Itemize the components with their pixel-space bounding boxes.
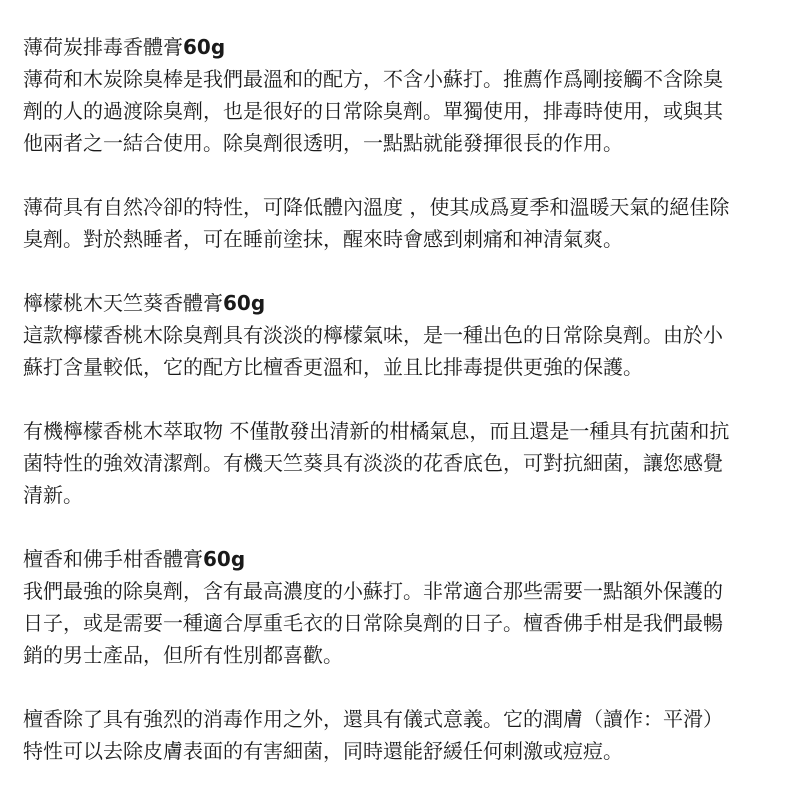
text-line: 這款檸檬香桃木除臭劑具有淡淡的檸檬氣味，是一種出色的日常除臭劑。由於小 <box>23 323 723 347</box>
product-paragraph <box>23 703 776 767</box>
product-paragraph <box>23 191 776 255</box>
text-line: 菌特性的強效清潔劑。有機天竺葵具有淡淡的花香底色，可對抗細菌，讓您感覺 <box>23 451 723 475</box>
product-section-sandalwood-bergamot <box>23 543 776 767</box>
product-title-weight: 60g <box>223 291 266 315</box>
text-line: 蘇打含量較低，它的配方比檀香更溫和，並且比排毒提供更強的保護。 <box>23 355 643 379</box>
text-line: 臭劑。對於熱睡者，可在睡前塗抹，醒來時會感到刺痛和神清氣爽。 <box>23 227 623 251</box>
product-title-weight: 60g <box>203 547 246 571</box>
product-title <box>23 31 776 63</box>
product-title-name: 薄荷炭排毒香體膏 <box>23 35 183 59</box>
product-paragraph <box>23 319 776 383</box>
text-line: 日子，或是需要一種適合厚重毛衣的日常除臭劑的日子。檀香佛手柑是我們最暢 <box>23 611 723 635</box>
product-paragraph <box>23 63 776 159</box>
product-title-name: 檸檬桃木天竺葵香體膏 <box>23 291 223 315</box>
text-line: 劑的人的過渡除臭劑，也是很好的日常除臭劑。單獨使用，排毒時使用，或與其 <box>23 99 723 123</box>
text-line: 清新。 <box>23 483 83 507</box>
text-line: 我們最強的除臭劑，含有最高濃度的小蘇打。非常適合那些需要一點額外保護的 <box>23 579 723 603</box>
text-line: 銷的男士產品，但所有性別都喜歡。 <box>23 643 343 667</box>
product-title <box>23 543 776 575</box>
product-paragraph <box>23 415 776 511</box>
text-line: 薄荷具有自然冷卻的特性，可降低體內溫度 ，使其成爲夏季和溫暖天氣的絕佳除 <box>23 195 730 219</box>
text-line: 特性可以去除皮膚表面的有害細菌，同時還能舒緩任何刺激或痘痘。 <box>23 739 623 763</box>
text-line: 檀香除了具有強烈的消毒作用之外，還具有儀式意義。它的潤膚（讀作：平滑） <box>23 707 723 731</box>
text-line: 他兩者之一結合使用。除臭劑很透明，一點點就能發揮很長的作用。 <box>23 131 623 155</box>
product-section-lemon-myrtle-geranium <box>23 287 776 511</box>
product-title-weight: 60g <box>183 35 226 59</box>
product-paragraph <box>23 575 776 671</box>
product-title <box>23 287 776 319</box>
product-title-name: 檀香和佛手柑香體膏 <box>23 547 203 571</box>
text-line: 薄荷和木炭除臭棒是我們最溫和的配方，不含小蘇打。推薦作爲剛接觸不含除臭 <box>23 67 723 91</box>
text-line: 有機檸檬香桃木萃取物 不僅散發出清新的柑橘氣息，而且還是一種具有抗菌和抗 <box>23 419 730 443</box>
product-section-mint-charcoal <box>23 31 776 255</box>
